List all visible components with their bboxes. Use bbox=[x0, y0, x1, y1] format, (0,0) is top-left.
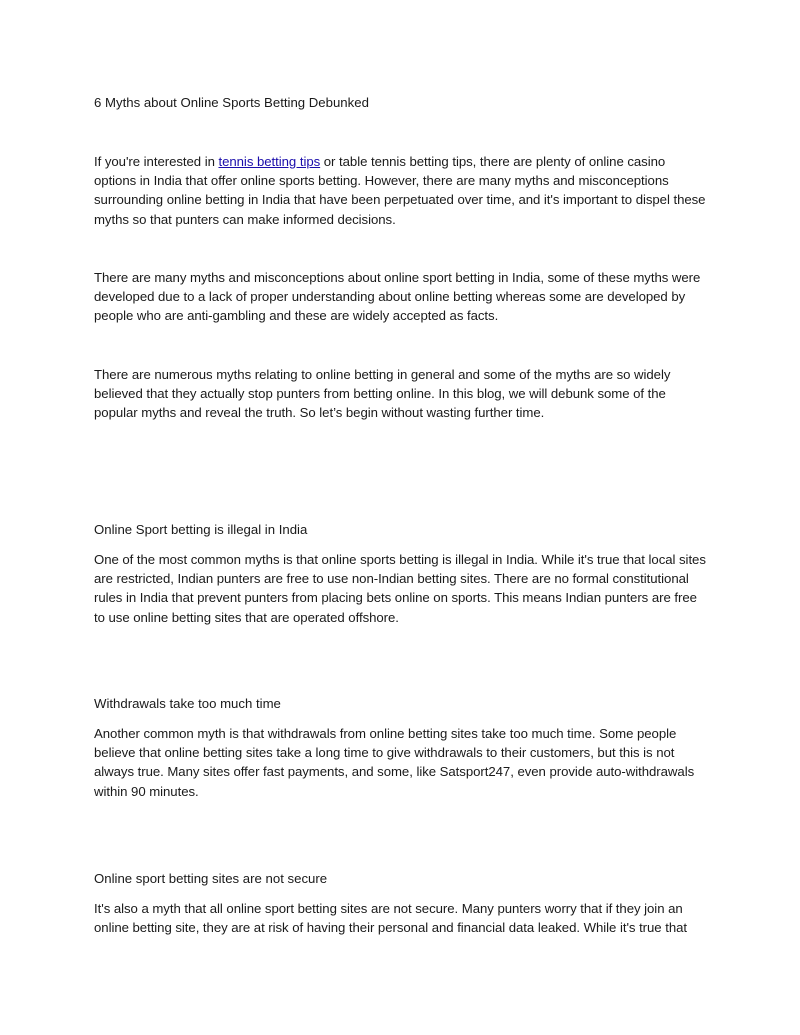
tennis-betting-tips-link[interactable]: tennis betting tips bbox=[218, 154, 321, 169]
intro-text-after-link: or table tennis betting tips, there are plenty of online casino options in India that offer online sports betting. However, there are many myths and misconceptions surrounding online betting in India that have been perpetuated over time, and it's important to dispel these myths so that punters can make informed decisions. bbox=[94, 154, 706, 227]
section-body-illegal: One of the most common myths is that online sports betting is illegal in India. While it's true that local sites are restricted, Indian punters are free to use non-Indian betting sites. There are no formal constitutional rules in India that prevent punters from placing bets online on sports. This means Indian punters are free to use online betting sites that are operated offshore. bbox=[94, 552, 706, 625]
paragraph-misconceptions: There are many myths and misconceptions about online sport betting in India, some of these myths were developed due to a lack of proper understanding about online betting whereas some are developed by people who are anti-gambling and these are widely accepted as facts. bbox=[94, 270, 701, 324]
intro-paragraph bbox=[94, 152, 708, 229]
intro-text-before-link: If you're interested in bbox=[94, 154, 219, 169]
section-heading-withdrawals: Withdrawals take too much time bbox=[94, 696, 281, 711]
section-heading-illegal: Online Sport betting is illegal in India bbox=[94, 522, 308, 537]
section-body-security: It's also a myth that all online sport betting sites are not secure. Many punters worry that if they join an online betting site, they are at risk of having their personal and financial data leaked. While it's true that bbox=[94, 901, 688, 936]
section-heading-security: Online sport betting sites are not secure bbox=[94, 871, 328, 886]
document-title: 6 Myths about Online Sports Betting Debunked bbox=[94, 95, 369, 110]
paragraph-numerous-myths: There are numerous myths relating to online betting in general and some of the myths are so widely believed that they actually stop punters from betting online. In this blog, we will debunk some of the popular myths and reveal the truth. So let’s begin without wasting further time. bbox=[94, 367, 671, 421]
section-body-withdrawals: Another common myth is that withdrawals from online betting sites take too much time. Some people believe that online betting sites take a long time to give withdrawals to their customers, but this is not always true. Many sites offer fast payments, and some, like Satsport247, even provide auto-withdrawals within 90 minutes. bbox=[94, 726, 695, 799]
